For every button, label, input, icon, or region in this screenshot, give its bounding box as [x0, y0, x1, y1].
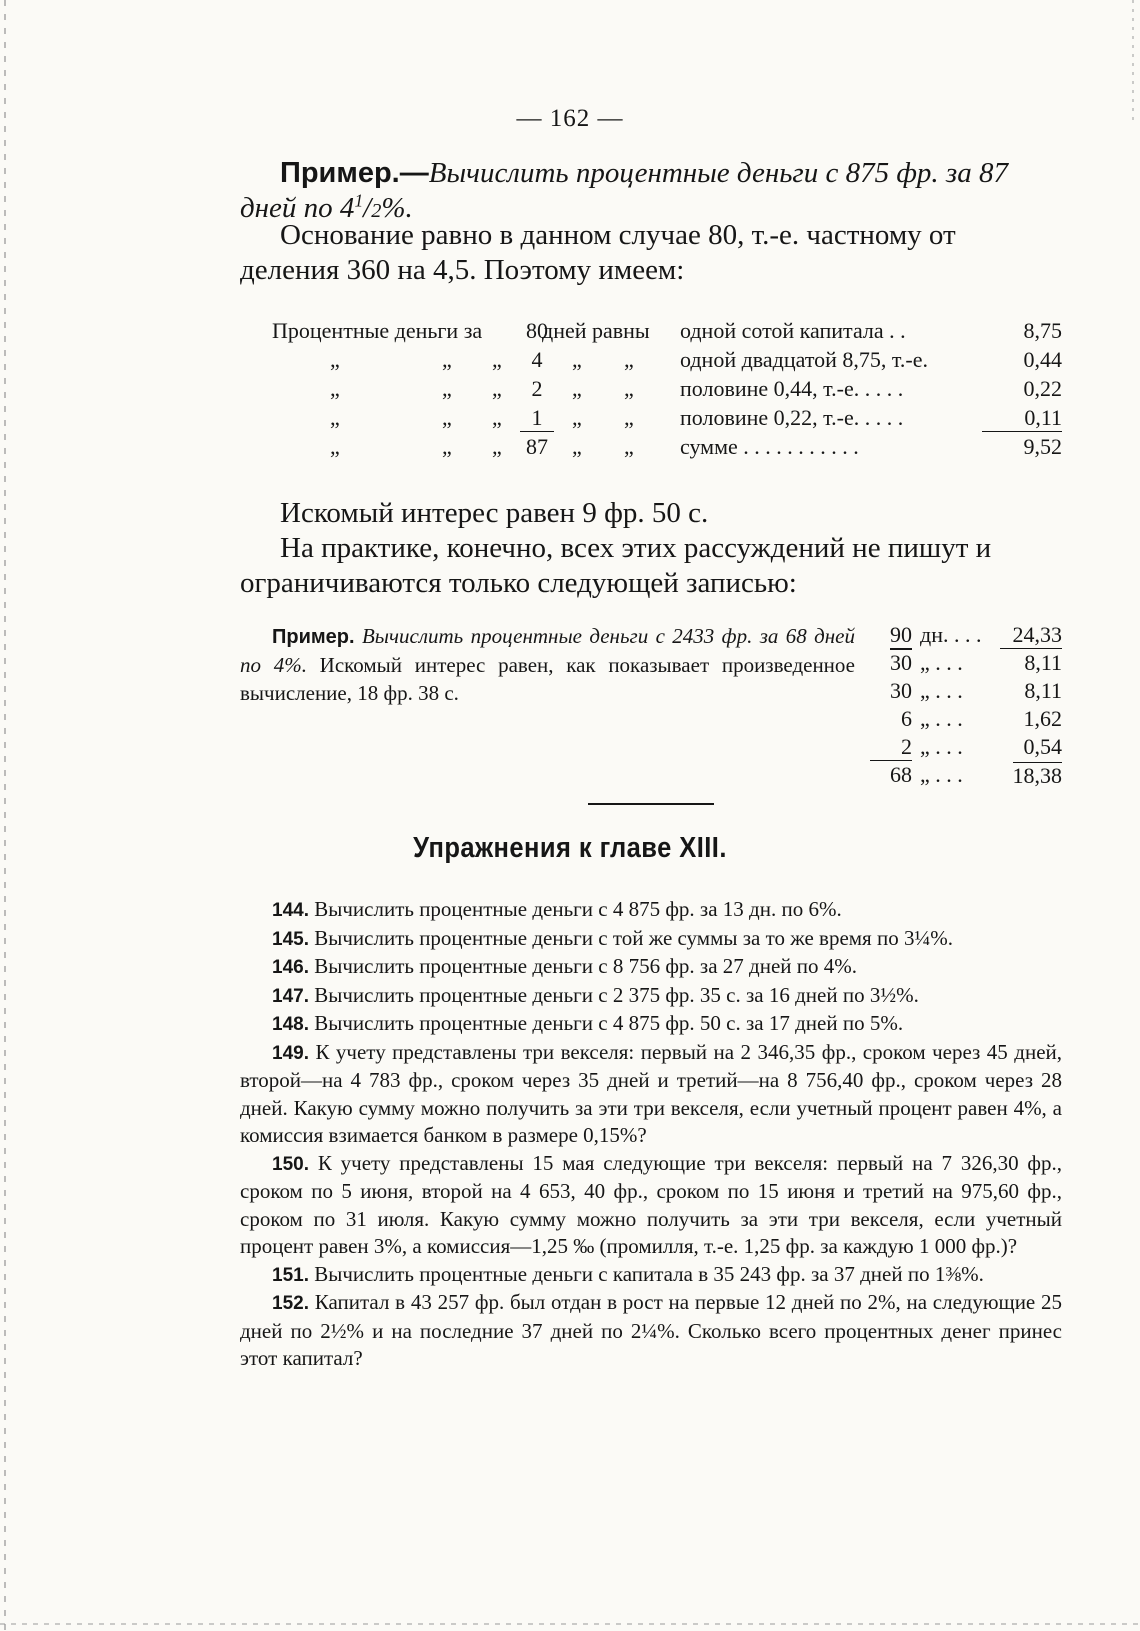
paragraph-basis: Основание равно в данном случае 80, т.-е. частному от деления 360 на 4,5. Поэтому имеем:: [240, 219, 956, 286]
exercise-item: 148. Вычислить процентные деньги с 4 875 фр. 50 с. за 17 дней по 5%.: [272, 1011, 904, 1035]
exercise-item: 147. Вычислить процентные деньги с 2 375 фр. 35 с. за 16 дней по 3½%.: [272, 982, 919, 1007]
calc2-row: 30 „ . . . 8,11: [890, 678, 1062, 703]
calculation-table-1: [272, 318, 1062, 463]
calc1-row: „ „ „ 87 „ „ сумме . . . . . . . . . . . 9,52: [330, 434, 1062, 459]
calc2-row: 6 „ . . . 1,62: [901, 706, 1062, 731]
calc1-row: „ „ „ 1 „ „ половине 0,22, т.-е. . . . . 0,11: [330, 405, 1062, 430]
calculation-table-2: [870, 622, 1062, 790]
calc2-row: 68 „ . . . 18,38: [890, 762, 1062, 788]
calc1-row: „ „ „ 4 „ „ одной двадцатой 8,75, т.-е. 0,44: [330, 347, 1062, 372]
exercises-title: Упражнения к главе XIII.: [413, 832, 727, 864]
calc2-row: 30 „ . . . 8,11: [890, 650, 1062, 675]
exercise-item: 152. Капитал в 43 257 фр. был отдан в рост на первые 12 дней по 2%, на следующие 25 дней по 2½% и на последние 37 дней по 2¼%. Сколько всего процентных денег принес этот капитал?: [240, 1290, 1063, 1370]
calc2-row: 90 дн. . . . 24,33: [890, 622, 1062, 647]
paragraph-practice: На практике, конечно, всех этих рассуждений не пишут и ограничиваются только следующей записью:: [240, 532, 992, 599]
calc2-row: 2 „ . . . 0,54: [870, 734, 1062, 762]
scan-bottom-edge: [0, 1623, 1140, 1625]
exercise-item: 146. Вычислить процентные деньги с 8 756 фр. за 27 дней по 4%.: [272, 954, 858, 978]
calc1-row: Процентные деньги за 80 дней равны одной сотой капитала . . 8,75: [272, 318, 1062, 343]
page-number: — 162 —: [516, 105, 624, 132]
example-2: Пример. Вычислить процентные деньги с 2433 фр. за 68 дней по 4%. Искомый интерес равен, как показывает произведенное вычисление, 18 фр. 38 с.: [240, 624, 856, 705]
intro-label: Пример.—: [280, 157, 429, 189]
section-divider: [588, 803, 714, 805]
exercises-list: [240, 896, 1062, 1373]
calc1-row: „ „ „ 2 „ „ половине 0,44, т.-е. . . . . 0,22: [330, 376, 1062, 401]
exercise-item: 145. Вычислить процентные деньги с той же суммы за то же время по 3¼%.: [272, 925, 953, 950]
scan-right-edge: [1132, 0, 1134, 120]
exercise-item: 151. Вычислить процентные деньги с капитала в 35 243 фр. за 37 дней по 1⅜%.: [272, 1261, 984, 1286]
intro-task: Вычислить процентные деньги с 875 фр. за 87 дней по $4^1/2\%$.: [240, 157, 1008, 224]
scan-left-edge: [4, 0, 6, 1631]
paragraph-result: Искомый интерес равен 9 фр. 50 с.: [280, 497, 709, 529]
exercise-item: 144. Вычислить процентные деньги с 4 875 фр. за 13 дн. по 6%.: [272, 897, 842, 921]
exercise-item: 149. К учету представлены три векселя: первый на 2 346,35 фр., сроком через 45 дней, второй—на 4 783 фр., сроком через 35 дней и третий—на 8 756,40 фр., сроком через 28 дней. Какую сумму можно получить за эти три векселя, если учетный процент равен 4%, а комиссия взимается банком в размере 0,15%?: [240, 1039, 1062, 1147]
exercise-item: 150. К учету представлены 15 мая следующие три векселя: первый на 7 326,30 фр., сроком по 5 июня, второй на 4 653, 40 фр., сроком по 15 июня и третий на 975,60 фр., сроком по 31 июля. Какую сумму можно получить за эти три векселя, если учетный процент равен 3%, а комиссия—1,25 ‰ (промилля, т.-е. 1,25 фр. за каждую 1 000 фр.)?: [240, 1150, 1063, 1258]
